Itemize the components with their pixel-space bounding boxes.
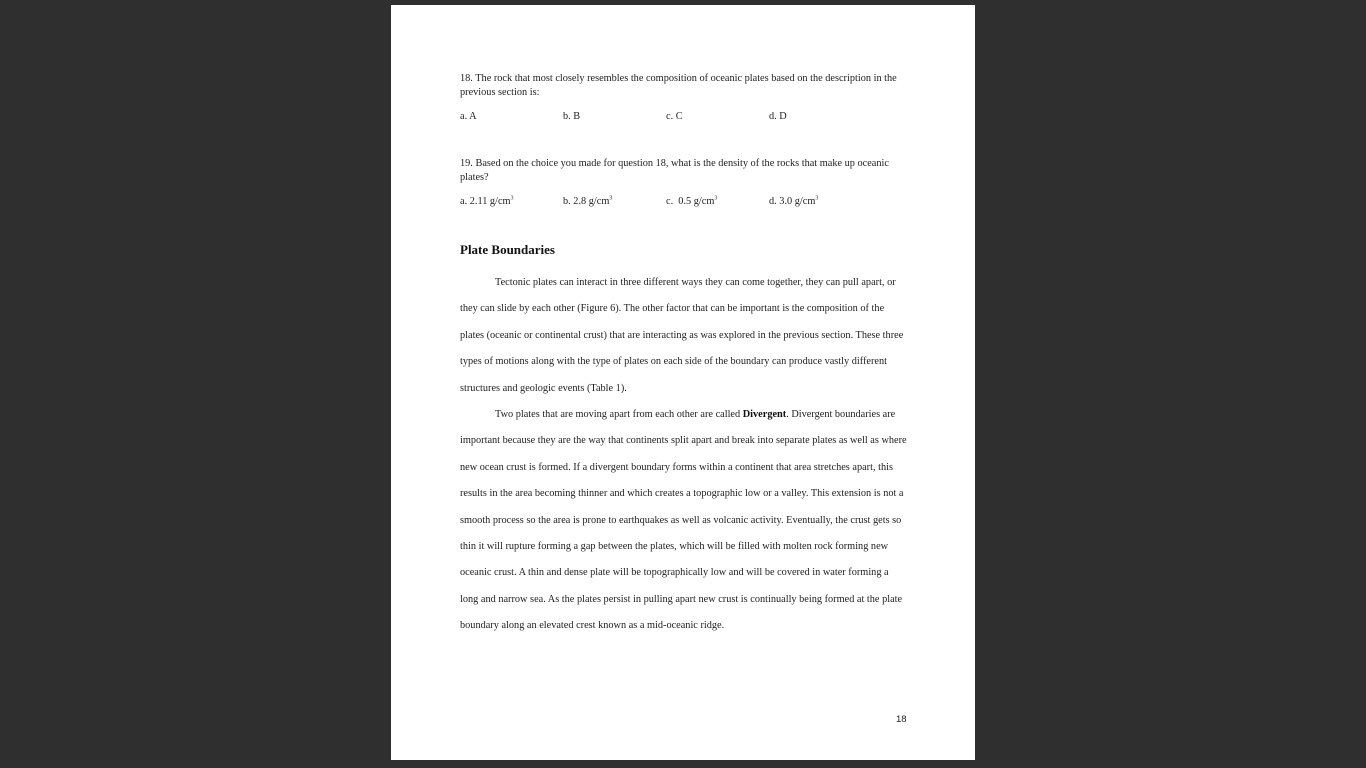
question-18-option-a: a. A	[460, 111, 477, 122]
section-heading: Plate Boundaries	[460, 242, 555, 257]
page-content	[460, 72, 908, 640]
question-19-option-a-value: a. 2.11 g/cm	[460, 196, 511, 207]
question-19-option-b	[563, 195, 666, 209]
question-18-options	[460, 110, 908, 124]
question-19-options	[460, 195, 908, 209]
question-18-text: 18. The rock that most closely resembles the composition of oceanic plates based on the description in the previous section is:	[460, 73, 897, 98]
question-18-option-d: d. D	[769, 111, 787, 122]
question-19-option-d-exponent: 3	[815, 195, 819, 202]
question-19-option-b-exponent: 3	[609, 195, 613, 202]
paragraph-2-body: . Divergent boundaries are important because they are the way that continents split apart and break into separate plates as well as where new ocean crust is formed. If a divergent boundary forms within a continent that area stretches apart, this results in the area becoming thinner and which creates a topographic low or a valley. This extension is not a smooth process so the area is prone to earthquakes as well as volcanic activity. Eventually, the crust gets so thin it will rupture forming a gap between the plates, which will be filled with molten rock forming new oceanic crust. A thin and dense plate will be topographically low and will be covered in water forming a long and narrow sea. As the plates persist in pulling apart new crust is continually being formed at the plate boundary along an elevated crest known as a mid-oceanic ridge.	[460, 409, 907, 632]
question-19-option-c	[666, 195, 769, 209]
question-19-option-a	[460, 195, 563, 209]
question-18-option-c: c. C	[666, 111, 683, 122]
document-page	[391, 5, 975, 760]
question-19-option-a-exponent: 3	[510, 195, 514, 202]
question-18-option-b: b. B	[563, 111, 581, 122]
question-19-option-c-exponent: 3	[714, 195, 718, 202]
paragraph-2-intro: Two plates that are moving apart from each other are called	[495, 409, 743, 421]
question-19-option-c-value: c. 0.5 g/cm	[666, 196, 715, 207]
page-number: 18	[896, 714, 907, 725]
question-19-option-d	[769, 195, 872, 209]
paragraph-tectonic-interactions: Tectonic plates can interact in three different ways they can come together, they can pull apart, or they can slide by each other (Figure 6). The other factor that can be important is the composition of the plates (oceanic or continental crust) that are interacting as was explored in the previous section. These three types of motions along with the type of plates on each side of the boundary can produce vastly different structures and geologic events (Table 1).	[460, 277, 904, 394]
paragraph-divergent-boundaries	[460, 402, 908, 640]
question-19-text: 19. Based on the choice you made for question 18, what is the density of the rocks that make up oceanic plates?	[460, 158, 889, 183]
question-19-option-b-value: b. 2.8 g/cm	[563, 196, 610, 207]
divergent-term: Divergent	[742, 409, 787, 421]
question-19-option-d-value: d. 3.0 g/cm	[769, 196, 816, 207]
